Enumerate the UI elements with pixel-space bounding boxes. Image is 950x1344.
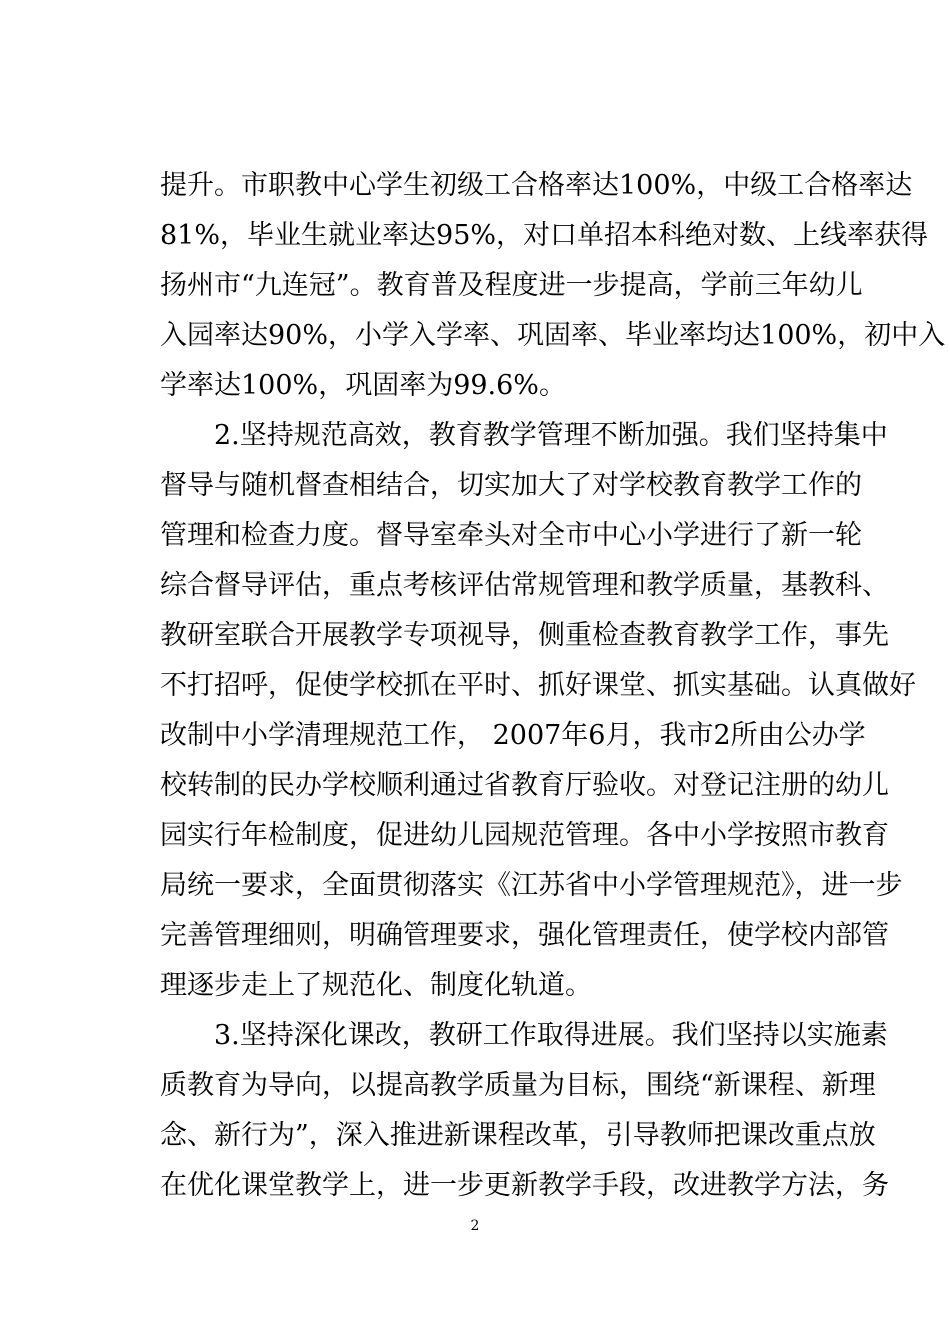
text-line: 入园率达90%，小学入学率、巩固率、毕业率均达100%，初中入 — [160, 320, 946, 351]
text-line: 在优化课堂教学上，进一步更新教学手段，改进教学方法，务 — [160, 1170, 889, 1201]
text-line: 不打招呼，促使学校抓在平时、抓好课堂、抓实基础。认真做好 — [160, 670, 916, 701]
text-line: 扬州市“九连冠”。教育普及程度进一步提高，学前三年幼儿 — [160, 270, 863, 301]
text-line: 学率达100%，巩固率为99.6%。 — [160, 370, 566, 401]
text-line: 教研室联合开展教学专项视导，侧重检查教育教学工作，事先 — [160, 620, 889, 651]
text-line: 质教育为导向，以提高教学质量为目标，围绕“新课程、新理 — [160, 1070, 876, 1101]
text-line: 园实行年检制度，促进幼儿园规范管理。各中小学按照市教育 — [160, 820, 889, 851]
text-line: 局统一要求，全面贯彻落实《江苏省中小学管理规范》，进一步 — [160, 870, 903, 901]
text-line: 督导与随机督查相结合，切实加大了对学校教育教学工作的 — [160, 470, 862, 501]
text-line: 改制中小学清理规范工作， 2007年6月，我市2所由公办学 — [160, 720, 866, 751]
text-line: 完善管理细则，明确管理要求，强化管理责任，使学校内部管 — [160, 920, 889, 951]
text-line: 综合督导评估，重点考核评估常规管理和教学质量，基教科、 — [160, 570, 889, 601]
paragraph-heading-line: 3.坚持深化课改，教研工作取得进展。我们坚持以实施素 — [214, 1020, 888, 1051]
text-line: 校转制的民办学校顺利通过省教育厅验收。对登记注册的幼儿 — [160, 770, 889, 801]
paragraph-heading-line: 2.坚持规范高效，教育教学管理不断加强。我们坚持集中 — [214, 420, 888, 451]
text-line: 81%，毕业生就业率达95%，对口单招本科绝对数、上线率获得 — [160, 220, 929, 251]
page-number: 2 — [470, 1218, 480, 1234]
text-line: 念、新行为”，深入推进新课程改革，引导教师把课改重点放 — [160, 1120, 876, 1151]
text-line: 管理和检查力度。督导室牵头对全市中心小学进行了新一轮 — [160, 520, 862, 551]
text-line: 理逐步走上了规范化、制度化轨道。 — [160, 970, 592, 1001]
text-line: 提升。市职教中心学生初级工合格率达100%，中级工合格率达 — [160, 170, 913, 201]
